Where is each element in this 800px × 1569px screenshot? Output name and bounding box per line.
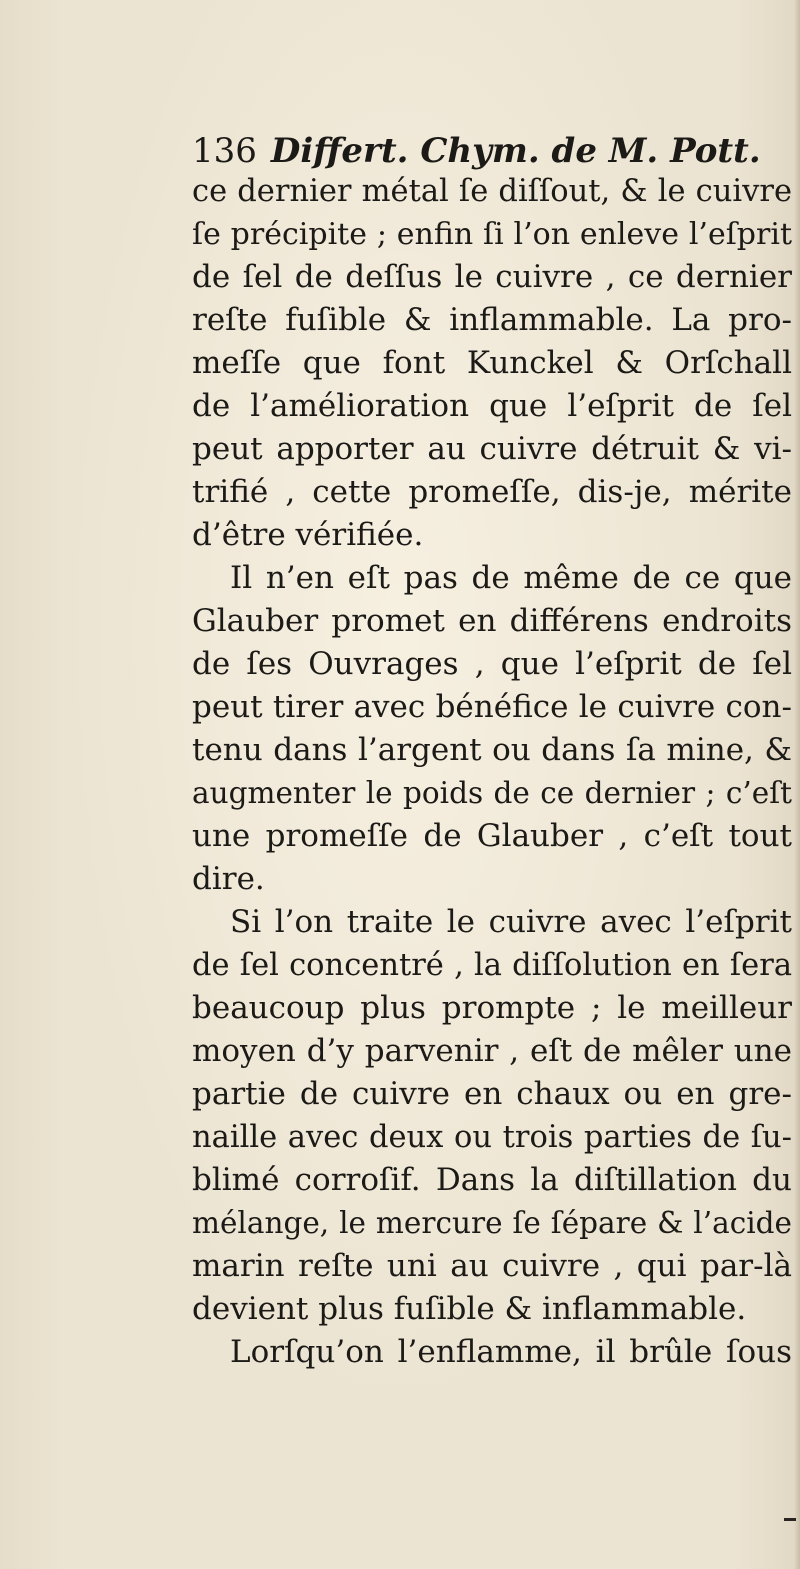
text-line: meſſe que font Kunckel & Orſchall xyxy=(192,345,792,381)
text-line: une promeſſe de Glauber , c’eſt tout xyxy=(192,818,792,854)
paragraph-start-line: Lorſqu’on l’enflamme, il brûle ſous xyxy=(230,1334,792,1370)
text-line: mélange, le mercure ſe ſépare & l’acide xyxy=(192,1206,792,1240)
body-text xyxy=(192,170,792,1374)
paragraph-start-line: Il n’en eſt pas de même de ce que xyxy=(230,560,792,596)
text-line: dire. xyxy=(192,861,265,897)
text-line: Glauber promet en différens endroits xyxy=(192,603,792,639)
text-line: trifié , cette promeſſe, dis-je, mérite xyxy=(192,474,792,510)
text-line: augmenter le poids de ce dernier ; c’eſt xyxy=(192,776,792,810)
text-line: peut tirer avec bénéfice le cuivre con- xyxy=(192,689,792,725)
paragraph-start-line: Si l’on traite le cuivre avec l’eſprit xyxy=(230,904,792,940)
running-title: Differt. Chym. de M. Pott. xyxy=(270,131,761,171)
text-line: d’être vérifiée. xyxy=(192,517,424,553)
text-line: ce dernier métal ſe diſſout, & le cuivre xyxy=(192,174,792,209)
running-head xyxy=(192,128,772,174)
text-line: de ſes Ouvrages , que l’eſprit de ſel xyxy=(192,646,792,682)
text-line: de ſel de deſſus le cuivre , ce dernier xyxy=(192,259,792,295)
text-line: ſe précipite ; enfin ſi l’on enleve l’eſprit xyxy=(192,217,792,252)
text-line: de l’amélioration que l’eſprit de ſel xyxy=(192,388,792,424)
edge-mark xyxy=(784,1518,796,1521)
text-line: marin reſte uni au cuivre , qui par-là xyxy=(192,1248,792,1284)
text-line: reſte fuſible & inflammable. La pro- xyxy=(192,302,792,338)
page-number: 136 xyxy=(192,131,257,171)
text-line: tenu dans l’argent ou dans ſa mine, & xyxy=(192,732,792,768)
text-line: devient plus fuſible & inflammable. xyxy=(192,1291,747,1327)
text-line: blimé corroſif. Dans la diſtillation du xyxy=(192,1162,792,1198)
text-line: de ſel concentré , la diſſolution en ſera xyxy=(192,948,792,983)
text-line: peut apporter au cuivre détruit & vi- xyxy=(192,431,792,467)
text-line: moyen d’y parvenir , eſt de mêler une xyxy=(192,1033,792,1069)
page-edge-shadow xyxy=(794,0,800,1569)
text-line: partie de cuivre en chaux ou en gre- xyxy=(192,1076,792,1112)
text-line: beaucoup plus prompte ; le meilleur xyxy=(192,990,792,1026)
text-line: naille avec deux ou trois parties de ſu- xyxy=(192,1120,792,1155)
